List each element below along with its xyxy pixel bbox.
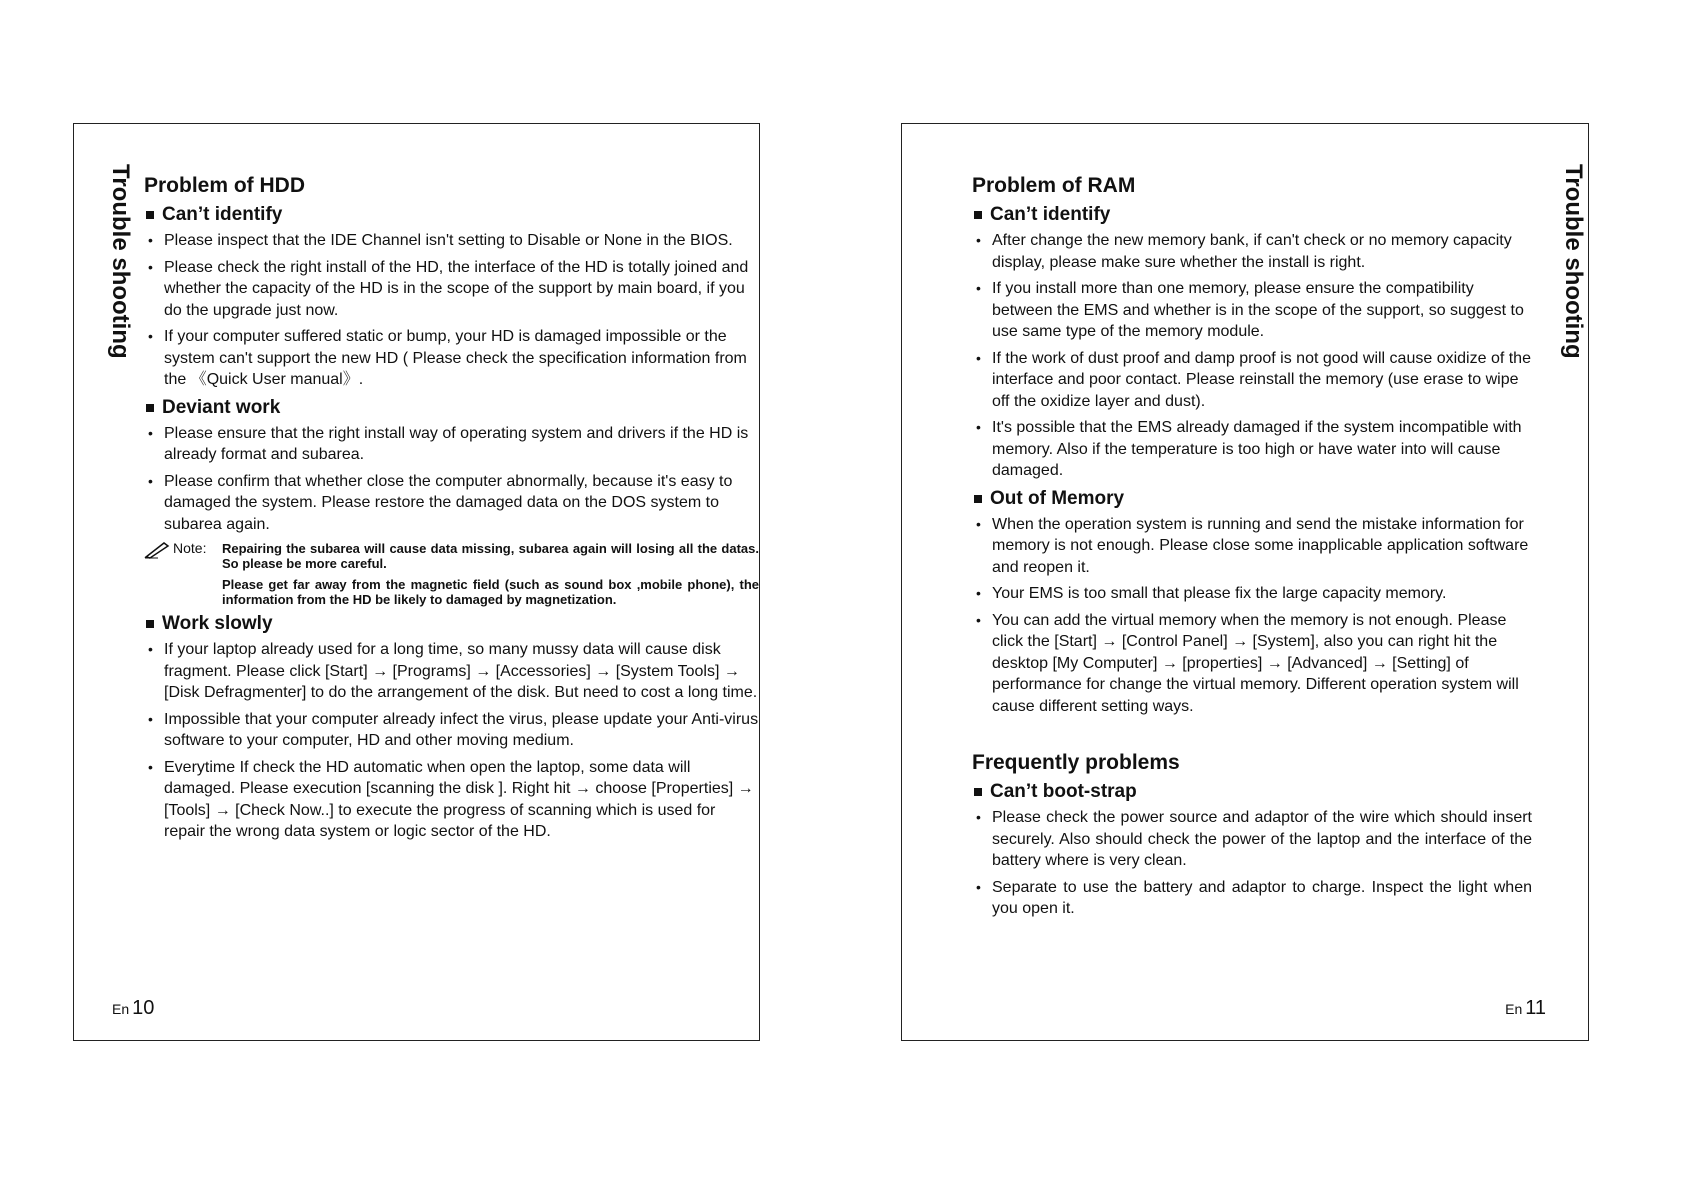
page-prefix: En <box>112 1001 130 1017</box>
square-bullet-icon <box>146 211 154 219</box>
list-item: • If the work of dust proof and damp proof is not good will cause oxidize of the interface and poor contact. Please reinstall the memory (use erase to wipe off the oxidize layer and dust). <box>972 348 1532 413</box>
hdd-identify-list <box>144 230 759 391</box>
list-item: • Please inspect that the IDE Channel isn't setting to Disable or None in the BIOS. <box>144 230 759 252</box>
note-label-text: Note: <box>173 540 207 556</box>
left-page <box>73 123 760 1041</box>
subheading-label: Can’t identify <box>162 204 283 225</box>
pencil-icon <box>144 541 170 559</box>
list-item: • If your computer suffered static or bump, your HD is damaged impossible or the system can't support the new HD ( Please check the specification information from the 《Quick User manual》. <box>144 326 759 391</box>
page-number <box>112 997 154 1020</box>
note-line: Please get far away from the magnetic field (such as sound box ,mobile phone), the information from the HD be likely to damaged by magnetization. <box>222 577 759 607</box>
note-label <box>144 541 206 559</box>
list-item: • Please check the right install of the HD, the interface of the HD is totally joined and whether the capacity of the HD is in the scope of the support by main board, if you do the upgrade just now. <box>144 257 759 322</box>
deviant-work-list <box>144 423 759 536</box>
square-bullet-icon <box>974 788 982 796</box>
page-number-value: 11 <box>1525 997 1546 1019</box>
out-of-memory-list <box>972 514 1532 718</box>
square-bullet-icon <box>146 404 154 412</box>
page-number <box>1505 997 1546 1020</box>
list-item: • Your EMS is too small that please fix the large capacity memory. <box>972 583 1532 605</box>
section-title-ram: Problem of RAM <box>972 174 1136 197</box>
note-line: Repairing the subarea will cause data missing, subarea again will losing all the datas. So please be more careful. <box>222 541 759 571</box>
note-block <box>144 541 759 607</box>
subheading-cant-boot <box>974 781 1532 803</box>
square-bullet-icon <box>974 211 982 219</box>
subheading-cant-identify <box>146 204 759 226</box>
list-item: • Separate to use the battery and adaptor to charge. Inspect the light when you open it. <box>972 877 1532 920</box>
side-title: Trouble shooting <box>107 164 134 359</box>
ram-identify-list <box>972 230 1532 482</box>
subheading-label: Can’t identify <box>990 204 1111 225</box>
side-title: Trouble shooting <box>1560 164 1587 359</box>
list-item: • If your laptop already used for a long time, so many mussy data will cause disk fragment. Please click [Start] → [Programs] → [Accessories] → [System Tools] → [Disk Defragmenter] to do the arrangement of the disk. But need to cost a long time. <box>144 639 759 704</box>
list-item: • It's possible that the EMS already damaged if the system incompatible with memory. Also if the temperature is too high or have water into will cause damaged. <box>972 417 1532 482</box>
list-item: • Please check the power source and adaptor of the wire which should insert securely. Also should check the power of the laptop and the interface of the battery where is very clean. <box>972 807 1532 872</box>
list-item: • Please ensure that the right install way of operating system and drivers if the HD is already format and subarea. <box>144 423 759 466</box>
list-item: • Please confirm that whether close the computer abnormally, because it's easy to damaged the system. Please restore the damaged data on the DOS system to subarea again. <box>144 471 759 536</box>
subheading-cant-identify <box>974 204 1532 226</box>
subheading-label: Deviant work <box>162 396 281 418</box>
cant-boot-list <box>972 807 1532 920</box>
right-page <box>901 123 1589 1041</box>
right-content <box>972 174 1532 926</box>
page-prefix: En <box>1505 1001 1523 1017</box>
left-content <box>144 174 759 849</box>
list-item: • You can add the virtual memory when the memory is not enough. Please click the [Start] → [Control Panel] → [System], also you can right hit the desktop [My Computer] → [properties] → [Advanced] → [Setting] of performance for change the virtual memory. Different operation system will cause different setting ways. <box>972 610 1532 718</box>
square-bullet-icon <box>974 495 982 503</box>
list-item: • Everytime If check the HD automatic when open the laptop, some data will damaged. Please execution [scanning the disk ]. Right hit → choose [Properties] → [Tools] → [Check Now..] to execute the progress of scanning which is used for repair the wrong data system or logic sector of the HD. <box>144 757 759 843</box>
page-number-value: 10 <box>132 997 155 1019</box>
list-item: • If you install more than one memory, please ensure the compatibility between the EMS and whether is in the scope of the support, so suggest to use same type of the memory module. <box>972 278 1532 343</box>
subheading-label: Can’t boot-strap <box>990 781 1137 802</box>
subheading-label: Out of Memory <box>990 487 1125 509</box>
square-bullet-icon <box>146 620 154 628</box>
subheading-out-of-memory <box>974 488 1532 510</box>
section-title-frequent: Frequently problems <box>972 751 1180 774</box>
section-title-hdd: Problem of HDD <box>144 174 306 197</box>
subheading-label: Work slowly <box>162 613 273 634</box>
work-slowly-list <box>144 639 759 843</box>
list-item: • After change the new memory bank, if can't check or no memory capacity display, please make sure whether the install is right. <box>972 230 1532 273</box>
list-item: • When the operation system is running and send the mistake information for memory is not enough. Please close some inapplicable application software and reopen it. <box>972 514 1532 579</box>
subheading-deviant-work <box>146 397 759 419</box>
subheading-work-slowly <box>146 613 759 635</box>
list-item: • Impossible that your computer already infect the virus, please update your Anti-virus software to your computer, HD and other moving medium. <box>144 709 759 752</box>
